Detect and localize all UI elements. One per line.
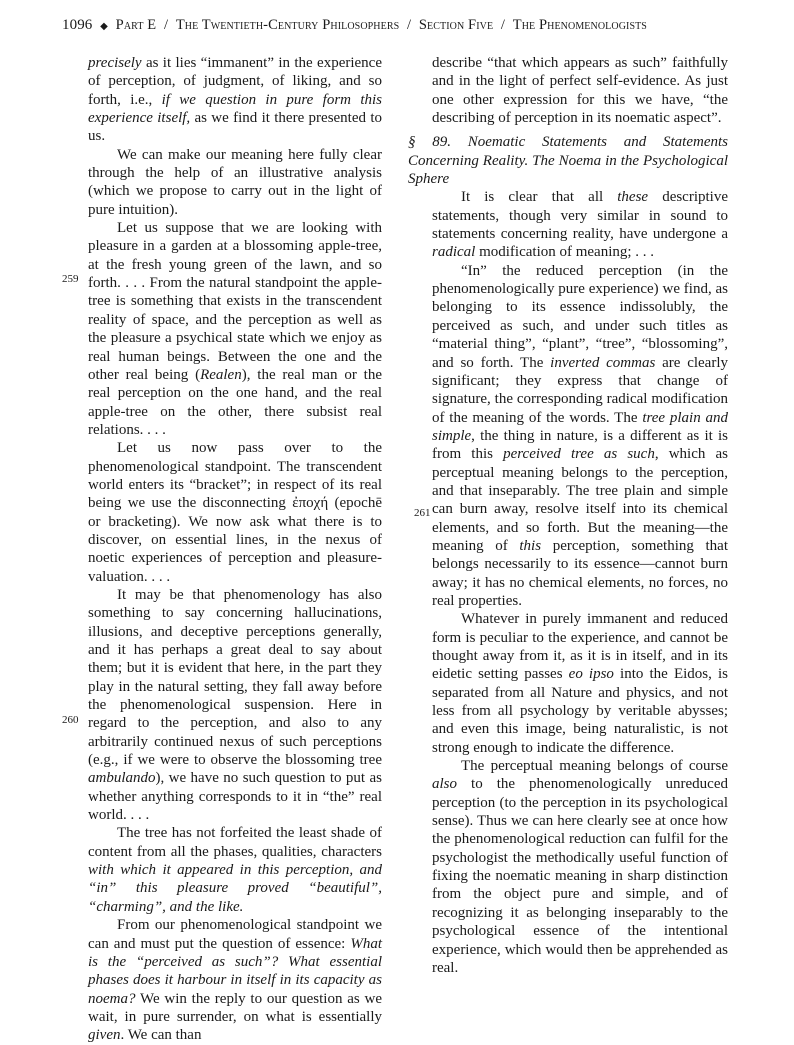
text-run: We can make our meaning here fully clear through the help of an illustrative analysis (which we propose to carry out in the light of pure intuition). xyxy=(88,146,382,218)
italic-text: inverted commas xyxy=(550,354,656,371)
italic-text: this xyxy=(519,537,542,554)
paragraph xyxy=(432,610,728,757)
italic-text: perceived tree as such xyxy=(503,446,655,463)
header-section: Section Five xyxy=(418,17,494,33)
text-run: From our phenomenological standpoint we can and must put the question of essence: xyxy=(88,917,382,952)
italic-text: Noematic Statements and Statements Concerning Reality. The Noema in the Psychological Sphere xyxy=(408,134,728,188)
italic-text: tree plain and simple xyxy=(432,409,728,444)
text-run: describe “that which appears as such” faithfully and in the light of perfect self-evidence. As just one other expression for this we have, “the describing of perception in its noematic aspect”. xyxy=(432,55,728,127)
header-section-title: The Phenomenologists xyxy=(512,17,647,33)
text-run: “In” the reduced perception (in the phenomenologically pure experience) we find, as belonging to its essence indissolubly, the perceived as such, and under such titles as “material thing”, “plant”, “tree”, “blossoming”, and so forth. The xyxy=(432,262,728,371)
italic-text: Realen xyxy=(200,366,242,383)
text-run: into the Eidos, is separated from all Nature and physics, and not less from all psychology by veritable abysses; and even this image, being naturalistic, is not strong enough to indicate the difference. xyxy=(432,666,728,756)
text-run: . We can than xyxy=(120,1027,202,1044)
left-column xyxy=(88,54,382,1045)
text-run: perception, something that belongs necessarily to its essence—cannot burn away; it has no chemical elements, no forces, no real properties. xyxy=(432,537,728,609)
text-run: We win the reply to our question as we wait, in pure surrender, on what is essentially xyxy=(88,990,382,1025)
header-part: Part E xyxy=(115,17,157,33)
text-run: modification of meaning; . . . xyxy=(475,244,655,261)
italic-text: What is the “perceived as such”? What essential phases does it harbour in itself in its capacity as noema? xyxy=(88,935,382,1007)
italic-text: radical xyxy=(432,244,476,261)
paragraph xyxy=(88,586,382,824)
italic-text: if we question in pure form this experience itself, xyxy=(88,91,382,127)
italic-text: given xyxy=(88,1027,121,1044)
paragraph xyxy=(88,219,382,439)
text-run: The tree has not forfeited the least shade of content from all the phases, qualities, characters xyxy=(88,825,382,860)
paragraph xyxy=(432,262,728,611)
text-run: It is clear that all xyxy=(461,189,618,206)
running-header xyxy=(62,17,742,34)
paragraph xyxy=(88,54,382,146)
paragraph xyxy=(432,54,728,127)
header-ornament: ◆ xyxy=(100,21,108,32)
page-number: 1096 xyxy=(62,17,93,33)
text-run: , the thing in nature, is a different as it is from this xyxy=(432,427,728,463)
text-run: Let us now pass over to the phenomenological standpoint. The transcendent world enters its “bracket”; in respect of its real being we use the disconnecting ἐποχή (epochē or bracketing). We now ask what there is to discover, on essential lines, in the nexus of noetic experiences of perception and pleasure-valuation. . . . xyxy=(88,440,382,585)
text-run: § 89. xyxy=(408,134,468,151)
header-part-title: The Twentieth-Century Philosophers xyxy=(175,17,400,33)
text-run: are clearly significant; they express that change of signature, the corresponding radical modification of the meaning of the words. The xyxy=(432,354,728,426)
italic-text: eo ipso xyxy=(568,666,614,683)
text-run: ), the real man or the real perception on the one hand, and the real apple-tree on the other, there subsist real relations. . . . xyxy=(88,366,382,438)
paragraph xyxy=(432,188,728,261)
italic-text: precisely xyxy=(88,55,142,71)
italic-text: also xyxy=(432,776,458,793)
margin-page-number: 259 xyxy=(62,273,79,285)
paragraph xyxy=(88,824,382,916)
text-run: Let us suppose that we are looking with pleasure in a garden at a blossoming apple-tree, at the fresh young green of the lawn, and so forth. . . . From the natural standpoint the apple-tree is something that exists in the transcendent reality of space, and the perception as well as the pleasure a psychical state which we enjoy as real human beings. Between the one and the other real being ( xyxy=(88,220,382,383)
header-slash: / xyxy=(500,17,506,33)
text-run: to the phenomenologically unreduced perception (to the perception in its psychological sense). Thus we can here clearly see at once how the phenomenological reduction can fulfil for the psychologist the methodically useful function of fixing the noematic meaning in sharp distinction from the object pure and simple, and of recognizing it as belonging inseparably to the psychological essence of the intentional experience, which would then be apprehended as real. xyxy=(432,776,728,976)
header-slash: / xyxy=(407,17,412,33)
text-run: , which as perceptual meaning belongs to the perception, and that inseparably. The tree plain and simple can burn away, resolve itself into its chemical elements, and so forth. But the meaning—the meaning of xyxy=(432,446,728,554)
text-run: as it lies “immanent” in the experience of perception, of judgment, of liking, and so forth, i.e., xyxy=(88,55,382,108)
header-slash: / xyxy=(163,17,169,33)
italic-text: with which it appeared in this perception, and “in” this pleasure proved “beautiful”, “charming”, and the like. xyxy=(88,862,382,915)
text-run: ), we have no such question to put as whether anything corresponds to it in “the” real world. . . . xyxy=(88,770,382,824)
paragraph xyxy=(88,146,382,219)
paragraph xyxy=(432,757,728,977)
italic-text: these xyxy=(617,189,649,206)
paragraph xyxy=(88,439,382,586)
paragraph xyxy=(88,916,382,1044)
section-heading xyxy=(408,133,728,188)
text-run: Whatever in purely immanent and reduced form is peculiar to the experience, and cannot be thought away from it, as it is in itself, and in its eidetic setting passes xyxy=(432,611,728,683)
text-run: The perceptual meaning belongs of course xyxy=(461,758,728,775)
text-run: as we find it there presented to us. xyxy=(88,110,382,145)
margin-page-number: 261 xyxy=(414,507,431,519)
margin-page-number: 260 xyxy=(62,714,79,726)
text-run: It may be that phenomenology has also something to say concerning hallucinations, illusions, and deceptive perceptions generally, and it has perhaps a great deal to say about them; but it is evident that here, in the part they play in the natural setting, they fall away before the phenomenological suspension. Here in regard to the perception, and also to any arbitrarily continued nexus of such perceptions (e.g., if we were to observe the blossoming tree xyxy=(88,586,382,769)
italic-text: ambulando xyxy=(88,770,156,787)
text-run: descriptive statements, though very similar in sound to statements concerning reality, have undergone a xyxy=(432,189,728,243)
